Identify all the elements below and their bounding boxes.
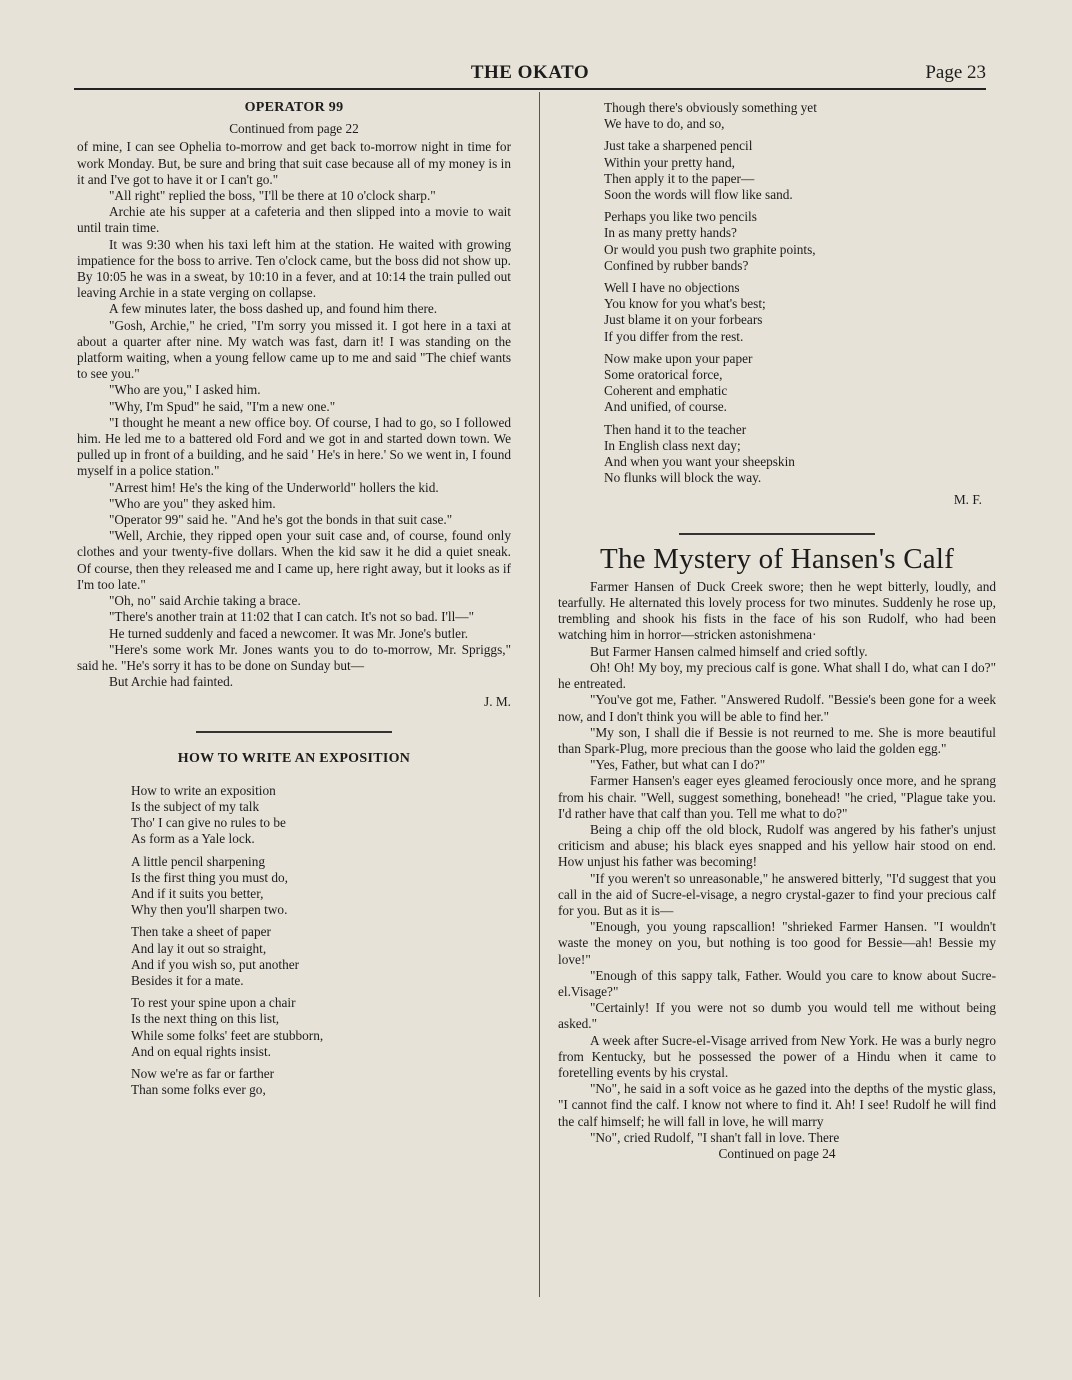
mystery-continued-note: Continued on page 24 [718, 1145, 836, 1161]
poem-stanza [131, 854, 511, 919]
poem-line: And on equal rights insist. [131, 1043, 271, 1059]
operator-paragraph: "I thought he meant a new office boy. Of course, I had to go, so I followed him. He led me to a battered old Ford and we got in and started down town. We pulled up in front of a building, and he said ' He's in here.' So we went in, I found myself in a police station." [77, 414, 511, 479]
masthead-title: THE OKATO [470, 62, 590, 83]
poem-line: Is the first thing you must do, [131, 869, 288, 885]
operator-paragraph: He turned suddenly and faced a newcomer. It was Mr. Jone's butler. [109, 625, 469, 641]
operator-paragraph: "Who are you" they asked him. [109, 495, 276, 511]
poem-line: Tho' I can give no rules to be [131, 815, 286, 831]
poem-line: How to write an exposition [131, 782, 276, 798]
mystery-paragraph: A week after Sucre-el-Visage arrived from New York. He was a burly negro from Kentucky, but he possessed the power of a Hindu when it came to foretelling events by his crystal. [558, 1032, 996, 1080]
exposition-title: HOW TO WRITE AN EXPOSITION [177, 750, 411, 766]
poem-stanza [604, 280, 996, 345]
operator-title: OPERATOR 99 [244, 100, 344, 115]
section-rule [196, 731, 392, 733]
poem-line: Coherent and emphatic [604, 383, 728, 399]
poem-line: Now make upon your paper [604, 350, 753, 366]
poem-line: Soon the words will flow like sand. [604, 187, 793, 203]
operator-paragraph: "Why, I'm Spud" he said, "I'm a new one." [109, 398, 336, 414]
operator-paragraph: "There's another train at 11:02 that I can catch. It's not so bad. I'll—" [109, 609, 475, 625]
mystery-paragraph: "No", cried Rudolf, "I shan't fall in love. There [590, 1129, 840, 1145]
operator-paragraph: "Oh, no" said Archie taking a brace. [109, 593, 301, 609]
poem-stanza [604, 209, 996, 274]
poem-line: And when you want your sheepskin [604, 454, 795, 470]
poem-stanza [131, 783, 511, 848]
mystery-paragraph: "Enough of this sappy talk, Father. Would you care to know about Sucre-el.Visage?" [558, 967, 996, 999]
operator-continued-note: Continued from page 22 [229, 121, 359, 137]
poem-line: Within your pretty hand, [604, 154, 735, 170]
operator-paragraph: "Well, Archie, they ripped open your suit case and, of course, found only clothes and your twenty-five dollars. When the kid saw it he did a quiet sneak. Of course, then they released me and I came up, here right away, but it looks as if I'm too late." [77, 528, 511, 592]
operator-paragraph: A few minutes later, the boss dashed up, and found him there. [109, 301, 438, 317]
operator-paragraph: Archie ate his supper at a cafeteria and then slipped into a movie to wait until train time. [77, 204, 511, 236]
poem-line: And if you wish so, put another [131, 956, 300, 972]
poem-stanza [604, 422, 996, 487]
mystery-paragraph: "My son, I shall die if Bessie is not reurned to me. She is more beautiful than Spark-Plug, more precious than the goose who laid the golden egg." [558, 724, 996, 756]
poem-line: And if it suits you better, [131, 885, 264, 901]
operator-paragraph: It was 9:30 when his taxi left him at the station. He waited with growing impatience for the boss to arrive. Ten o'clock came, but the boss did not show up. By 10:05 he was in a sweat, by 10:10 in a fever, and at 10:14 the train pulled out leaving Archie in a state verging on collapse. [77, 236, 511, 301]
poem-line: Then hand it to the teacher [604, 421, 747, 437]
poem-stanza [131, 995, 511, 1060]
poem-line: To rest your spine upon a chair [131, 995, 296, 1011]
poem-line: Confined by rubber bands? [604, 257, 749, 273]
mystery-paragraph: "If you weren't so unreasonable," he answered bitterly, "I'd suggest that you call in the aid of Sucre-el-visage, a negro crystal-gazer to find your precious calf for you. But as it is— [558, 870, 996, 918]
column-divider [539, 92, 540, 1297]
operator-paragraph: "Gosh, Archie," he cried, "I'm sorry you missed it. I got here in a taxi at about a quarter after nine. My watch was fast, darn it! I was standing on the platform waiting, when a young fellow came up to me and said "The chief wants to see you." [77, 317, 511, 382]
mystery-title: The Mystery of Hansen's Calf [600, 542, 954, 575]
poem-line: No flunks will block the way. [604, 470, 762, 486]
mystery-paragraph: Being a chip off the old block, Rudolf was angered by his father's unjust criticism and abuse; his black eyes snapped and his yellow hair stood on end. How unjust his father was becoming! [558, 821, 996, 870]
mystery-paragraph: Farmer Hansen's eager eyes gleamed ferociously once more, and he sprang from his chair. "Well, suggest something, bonehead! "he cried, "Plague take you. I'd rather have that calf than you. Tell me what to do?" [558, 773, 996, 821]
poem-line: Or would you push two graphite points, [604, 241, 816, 257]
operator-paragraph: "Who are you," I asked him. [109, 382, 261, 398]
poem-line: Perhaps you like two pencils [604, 209, 757, 225]
poem-line: In as many pretty hands? [604, 225, 737, 241]
poem-stanza [604, 351, 996, 416]
mystery-paragraph: Oh! Oh! My boy, my precious calf is gone. What shall I do, what can I do?" he entreated. [558, 659, 996, 692]
poem-line: Well I have no objections [604, 280, 740, 296]
operator-paragraph: of mine, I can see Ophelia to-morrow and get back to-morrow night in time for work Monday. But, be sure and bring that suit case because all of my money is in it and I've got to have it or I can't go." [77, 139, 511, 187]
page-number: Page 23 [925, 62, 986, 83]
poem-line: Just blame it on your forbears [604, 312, 763, 328]
poem-stanza [604, 138, 996, 203]
poem-stanza [131, 1066, 511, 1098]
poem-stanza [131, 924, 511, 989]
mystery-paragraph: Farmer Hansen of Duck Creek swore; then he wept bitterly, loudly, and tearfully. He alternated this lovely process for two minutes. Suddenly he rose up, trembling and shook his fists in the face of his son Rudolf, who had been watching him in horror—stricken astonishmena· [558, 578, 996, 643]
mystery-paragraph: "Certainly! If you were not so dumb you would tell me without being asked." [558, 1000, 996, 1032]
poem-line: If you differ from the rest. [604, 328, 744, 344]
operator-signature: J. M. [484, 694, 511, 710]
poem-line: As form as a Yale lock. [131, 831, 255, 847]
mystery-paragraph: "You've got me, Father. "Answered Rudolf. "Bessie's been gone for a week now, and I don't think you will be able to find her." [558, 692, 996, 724]
poem-line: Why then you'll sharpen two. [131, 902, 288, 918]
poem-line: Is the next thing on this list, [131, 1011, 280, 1027]
poem-line: Some oratorical force, [604, 367, 723, 383]
poem-line: And unified, of course. [604, 399, 727, 415]
poem-signature: M. F. [953, 492, 982, 508]
poem-line: You know for you what's best; [604, 296, 766, 312]
poem-line: And lay it out so straight, [131, 940, 267, 956]
left-column [77, 100, 511, 1104]
poem-line: While some folks' feet are stubborn, [131, 1027, 324, 1043]
mystery-paragraph: But Farmer Hansen calmed himself and cried softly. [590, 643, 868, 659]
operator-paragraph: "All right" replied the boss, "I'll be there at 10 o'clock sharp." [109, 188, 436, 204]
operator-paragraph: "Operator 99" said he. "And he's got the bonds in that suit case." [109, 512, 453, 528]
mystery-paragraph: "Yes, Father, but what can I do?" [590, 757, 766, 773]
poem-line: Besides it for a mate. [131, 972, 244, 988]
poem-line: We have to do, and so, [604, 116, 725, 132]
operator-paragraph: But Archie had fainted. [109, 674, 234, 690]
poem-stanza [604, 100, 996, 132]
poem-line: Than some folks ever go, [131, 1082, 266, 1098]
poem-line: Then take a sheet of paper [131, 924, 271, 940]
mystery-paragraph: "No", he said in a soft voice as he gazed into the depths of the mystic glass, "I cannot find the calf. I know not where to find it. Ah! I see! Rudolf he will find the calf himself; he will fall in love, he will marry [558, 1081, 996, 1129]
poem-line: Just take a sharpened pencil [604, 138, 753, 154]
poem-line: Then apply it to the paper— [604, 170, 755, 186]
page-header [74, 62, 986, 90]
poem-line: Now we're as far or farther [131, 1065, 275, 1081]
section-rule [679, 533, 875, 535]
exposition-poem [131, 783, 511, 1099]
operator-paragraph: "Here's some work Mr. Jones wants you to do to-morrow, Mr. Spriggs," said he. "He's sorry it has to be done on Sunday but— [77, 641, 511, 673]
mystery-paragraph: "Enough, you young rapscallion! "shrieked Farmer Hansen. "I wouldn't waste the money on you, but nothing is too good for Bessie—ah! Bessie my love!" [558, 919, 996, 967]
operator-paragraph: "Arrest him! He's the king of the Underworld" hollers the kid. [109, 479, 439, 495]
right-column [558, 100, 996, 1162]
poem-line: In English class next day; [604, 437, 741, 453]
poem-line: Is the subject of my talk [131, 798, 260, 814]
poem-line: A little pencil sharpening [131, 853, 266, 869]
poem-line: Though there's obviously something yet [604, 100, 817, 115]
exposition-poem-continued [604, 100, 996, 486]
